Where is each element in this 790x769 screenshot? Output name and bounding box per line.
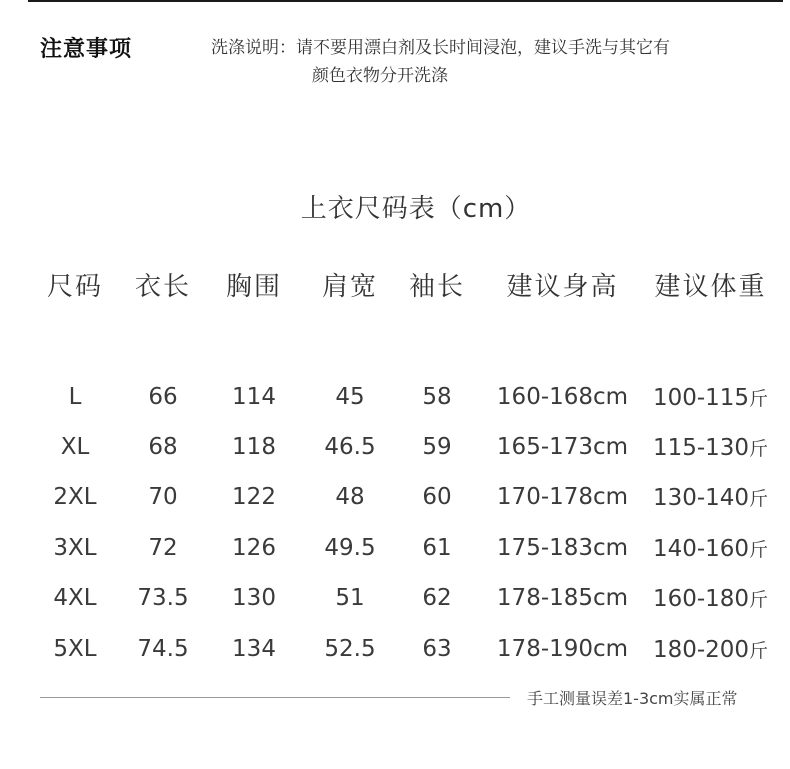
- cell-size-value: 2XL: [53, 484, 97, 510]
- cell-shoulder-value: 48: [335, 484, 365, 510]
- cell-length: [118, 384, 208, 410]
- header-height: 建议身高: [506, 272, 619, 302]
- cell-height-value: 178-190cm: [496, 636, 629, 662]
- top-divider: [28, 0, 783, 2]
- cell-size: [30, 585, 120, 611]
- footer-divider: [40, 697, 510, 698]
- cell-shoulder-value: 45: [335, 384, 365, 410]
- wash-text-line1: 请不要用漂白剂及长时间浸泡，建议手洗与其它有: [296, 38, 670, 58]
- weight-unit: 斤: [749, 438, 769, 460]
- cell-weight-value: 160-180: [652, 586, 750, 612]
- cell-shoulder-value: 49.5: [324, 535, 376, 561]
- cell-height-value: 165-173cm: [496, 434, 629, 460]
- cell-height: [495, 384, 630, 410]
- cell-length: [118, 535, 208, 561]
- cell-size-value: 3XL: [53, 535, 97, 561]
- header-shoulder: 肩宽: [321, 272, 378, 302]
- cell-shoulder-value: 52.5: [324, 636, 376, 662]
- cell-chest-value: 122: [232, 484, 276, 510]
- cell-height: [495, 636, 630, 662]
- measurement-note: 手工测量误差1-3cm实属正常: [527, 689, 738, 708]
- cell-weight-value: 130-140: [652, 485, 750, 511]
- cell-size: [30, 384, 120, 410]
- cell-sleeve-value: 60: [422, 484, 452, 510]
- cell-length: [118, 585, 208, 611]
- cell-length-value: 70: [148, 484, 178, 510]
- cell-height-value: 178-185cm: [496, 585, 629, 611]
- cell-length-value: 74.5: [137, 636, 189, 662]
- wash-text-line2: 颜色衣物分开洗涤: [312, 66, 448, 86]
- cell-height: [495, 585, 630, 611]
- cell-height: [495, 535, 630, 561]
- cell-size-value: 4XL: [53, 585, 97, 611]
- cell-weight: [643, 636, 778, 663]
- notice-heading: 注意事项: [40, 37, 133, 62]
- cell-size-value: XL: [60, 434, 90, 460]
- cell-shoulder: [305, 484, 395, 510]
- cell-height-value: 160-168cm: [496, 384, 629, 410]
- cell-sleeve-value: 63: [422, 636, 452, 662]
- header-length: 衣长: [134, 272, 191, 302]
- weight-unit: 斤: [749, 488, 769, 510]
- cell-sleeve-value: 62: [422, 585, 452, 611]
- cell-length: [118, 434, 208, 460]
- cell-size: [30, 484, 120, 510]
- cell-sleeve-value: 59: [422, 434, 452, 460]
- cell-length: [118, 484, 208, 510]
- cell-weight-value: 140-160: [652, 536, 750, 562]
- cell-length-value: 72: [148, 535, 178, 561]
- cell-sleeve: [392, 434, 482, 460]
- cell-chest-value: 126: [232, 535, 276, 561]
- cell-chest: [209, 535, 299, 561]
- cell-chest: [209, 434, 299, 460]
- cell-sleeve: [392, 535, 482, 561]
- cell-chest: [209, 484, 299, 510]
- size-table-title: 上衣尺码表（cm）: [300, 194, 532, 224]
- weight-unit: 斤: [749, 539, 769, 561]
- cell-length-value: 68: [148, 434, 178, 460]
- cell-shoulder: [305, 535, 395, 561]
- cell-sleeve-value: 61: [422, 535, 452, 561]
- cell-weight-value: 180-200: [652, 637, 750, 663]
- wash-label: 洗涤说明：: [211, 38, 296, 58]
- cell-shoulder: [305, 636, 395, 662]
- cell-weight-value: 115-130: [652, 435, 750, 461]
- cell-chest-value: 134: [232, 636, 276, 662]
- cell-shoulder: [305, 384, 395, 410]
- cell-weight-value: 100-115: [652, 385, 750, 411]
- cell-height: [495, 434, 630, 460]
- cell-weight: [643, 535, 778, 562]
- cell-chest-value: 114: [232, 384, 276, 410]
- cell-weight: [643, 434, 778, 461]
- cell-chest-value: 118: [232, 434, 276, 460]
- cell-size: [30, 434, 120, 460]
- header-size: 尺码: [46, 272, 103, 302]
- cell-chest: [209, 384, 299, 410]
- weight-unit: 斤: [749, 589, 769, 611]
- weight-unit: 斤: [749, 640, 769, 662]
- cell-weight: [643, 384, 778, 411]
- cell-weight: [643, 585, 778, 612]
- cell-size: [30, 636, 120, 662]
- wash-instructions: [211, 34, 771, 90]
- cell-size-value: L: [68, 384, 82, 410]
- cell-length-value: 66: [148, 384, 178, 410]
- cell-sleeve: [392, 585, 482, 611]
- cell-shoulder-value: 46.5: [324, 434, 376, 460]
- cell-size: [30, 535, 120, 561]
- weight-unit: 斤: [749, 388, 769, 410]
- cell-length: [118, 636, 208, 662]
- cell-shoulder-value: 51: [335, 585, 365, 611]
- cell-shoulder: [305, 585, 395, 611]
- cell-chest-value: 130: [232, 585, 276, 611]
- cell-weight: [643, 484, 778, 511]
- cell-length-value: 73.5: [137, 585, 189, 611]
- cell-height-value: 170-178cm: [496, 484, 629, 510]
- cell-chest: [209, 636, 299, 662]
- header-sleeve: 袖长: [408, 272, 465, 302]
- cell-sleeve: [392, 484, 482, 510]
- cell-chest: [209, 585, 299, 611]
- header-chest: 胸围: [225, 272, 282, 302]
- cell-height-value: 175-183cm: [496, 535, 629, 561]
- cell-sleeve-value: 58: [422, 384, 452, 410]
- header-weight: 建议体重: [654, 272, 767, 302]
- cell-sleeve: [392, 384, 482, 410]
- cell-shoulder: [305, 434, 395, 460]
- cell-size-value: 5XL: [53, 636, 97, 662]
- cell-height: [495, 484, 630, 510]
- cell-sleeve: [392, 636, 482, 662]
